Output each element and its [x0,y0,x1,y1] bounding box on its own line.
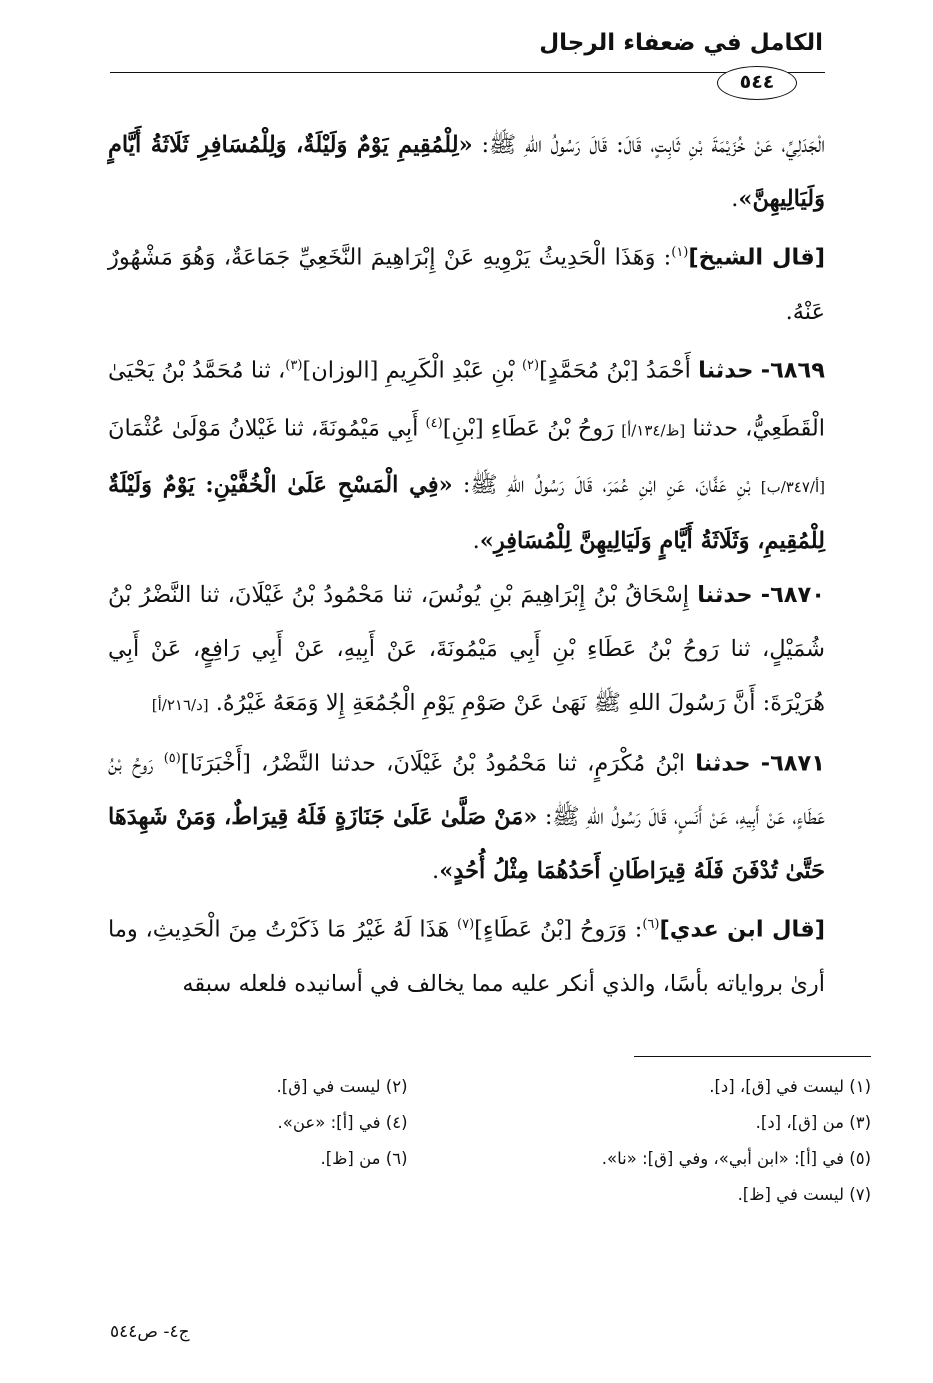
hadith-number: ٦٨٧٠- [760,581,825,608]
footnote-ref: (٤) [425,416,443,431]
paragraph-1: الْجَدَلِيِّ، عَنْ خُزَيْمَةَ بْنِ ثَابِتٍ، قَالَ: قَالَ رَسُولُ اللهِ ﷺ: «لِلْمُقِيمِ يَوْمٌ وَلَيْلَةٌ، وَلِلْمُسَافِرِ ثَلَاثَةُ أَيَّامٍ وَلَيَالِيهِنَّ». [108,132,825,212]
manuscript-ref: [ظ/١٣٤/أ] [621,421,686,440]
footnote-6: (٦) من [ظ]. [320,1149,408,1168]
manuscript-ref: [د/٢١٦/أ] [151,695,209,714]
footnote-ref: (٣) [285,357,303,373]
manuscript-ref: [أ/٣٤٧/ب] [760,477,825,496]
header-rule [110,72,825,73]
footnote-4: (٤) في [أ]: «عن». [277,1113,408,1132]
paragraph-ibn-adi: [قال ابن عدي]$^{(٦)}$: وَرَوحُ [بْنُ عَطَاءٍ]$^{(٧)}$ هَذَا لَهُ غَيْرُ مَا ذَكَرْتُ مِنَ الْحَدِيثِ، وما أرىٰ برواياته بأسًا، والذي أنكر عليه مما يخالف في أسانيده فلعله سبقه [108,916,825,997]
volume-page-folio: ج٤- ص٥٤٤ [110,1322,190,1342]
hadith-quote: «فِي الْمَسْحِ عَلَىٰ الْخُفَّيْنِ: يَوْمٌ وَلَيْلَةٌ لِلْمُقِيمِ، وَثَلَاثَةُ أَيَّامٍ وَلَيَالِيهِنَّ لِلْمُسَافِرِ» [108,471,825,554]
hadith-6870: ٦٨٧٠- حدثنا إِسْحَاقُ بْنُ إِبْرَاهِيمَ بْنِ يُونُسَ، ثنا مَحْمُودُ بْنُ غَيْلَانَ، ثنا النَّضْرُ بْنُ شُمَيْلٍ، ثنا رَوحُ بْنُ عَطَاءِ بْنِ أَبِي مَيْمُونَةَ، عَنْ أَبِيهِ، عَنْ أَبِي رَافِعٍ، عَنْ أَبِي هُرَيْرَةَ: أَنَّ رَسُولَ اللهِ ﷺ نَهَىٰ عَنْ صَوْمِ يَوْمِ الْجُمُعَةِ إِلا وَمَعَهُ غَيْرُهُ. [د/٢١٦/أ] [108,581,825,716]
speaker-label: [قال ابن عدي] [659,916,825,943]
footnote-7: (٧) ليست في [ظ]. [737,1185,871,1204]
hadith-quote: «لِلْمُقِيمِ يَوْمٌ وَلَيْلَةٌ، وَلِلْمُسَافِرِ ثَلَاثَةُ أَيَّامٍ وَلَيَالِيهِنَّ» [108,132,825,212]
footnote-3: (٣) من [ق]، [د]. [755,1113,871,1132]
hadith-quote: «مَنْ صَلَّىٰ عَلَىٰ جَنَازَةٍ فَلَهُ قِيرَاطٌ، وَمَنْ شَهِدَهَا حَتَّىٰ تُدْفَنَ فَلَهُ قِيرَاطَانِ أَحَدُهُمَا مِثْلُ أُحُدٍ» [108,804,825,884]
hadith-6871: ٦٨٧١- حدثنا ابْنُ مُكْرَمٍ، ثنا مَحْمُودُ بْنُ غَيْلَانَ، حدثنا النَّضْرُ، [أَخْبَرَنَا]$^{(٥)}$ رَوحُ بْنُ عَطَاءٍ، عَنْ أَبِيهِ، عَنْ أَنَسٍ، قَالَ رَسُولُ اللهِ ﷺ: «مَنْ صَلَّىٰ عَلَىٰ جَنَازَةٍ فَلَهُ قِيرَاطٌ، وَمَنْ شَهِدَهَا حَتَّىٰ تُدْفَنَ فَلَهُ قِيرَاطَانِ أَحَدُهُمَا مِثْلُ أُحُدٍ». [108,750,825,884]
footnote-5: (٥) في [أ]: «ابن أبي»، وفي [ق]: «نا». [601,1149,871,1168]
footnote-ref: (١) [671,245,689,260]
hadith-6869: ٦٨٦٩- حدثنا أَحْمَدُ [بْنُ مُحَمَّدٍ]$^{(٢)}$ بْنِ عَبْدِ الْكَرِيمِ [الوزان]$^{(٣)}$، ثنا مُحَمَّدُ بْنُ يَحْيَىٰ الْقَطَعِيُّ، حدثنا [ظ/١٣٤/أ] رَوحُ بْنُ عَطَاءِ [بْنِ]$^{(٤)}$ أَبِي مَيْمُونَةَ، ثنا غَيْلانُ مَوْلَىٰ عُثْمَانَ [أ/٣٤٧/ب] بْنِ عَفَّانَ، عَنِ ابْنِ عُمَرَ، قَالَ رَسُولُ اللهِ ﷺ: «فِي الْمَسْحِ عَلَىٰ الْخُفَّيْنِ: يَوْمٌ وَلَيْلَةٌ لِلْمُقِيمِ، وَثَلَاثَةُ أَيَّامٍ وَلَيَالِيهِنَّ لِلْمُسَافِرِ». [108,357,825,554]
running-title: الكامل في ضعفاء الرجال [539,30,823,56]
paragraph-2: [قال الشيخ]$^{(١)}$: وَهَذَا الْحَدِيثُ يَرْوِيهِ عَنْ إِبْرَاهِيمَ النَّخَعِيِّ جَمَاعَةٌ، وَهُوَ مَشْهُورٌ عَنْهُ. [108,244,825,325]
footnote-1: (١) ليست في [ق]، [د]. [709,1077,871,1096]
footnote-ref: (٧) [457,917,475,932]
footnote-ref: (٥) [163,750,181,766]
footnotes [108,1072,871,1210]
footnote-separator [634,1056,871,1057]
speaker-label: [قال الشيخ] [688,244,825,271]
hadith-number: ٦٨٧١- [760,750,825,776]
footnote-ref: (٦) [642,917,660,932]
footnote-2: (٢) ليست في [ق]. [276,1077,408,1096]
footnote-ref: (٢) [521,357,540,373]
page-number-oval: ٥٤٤ [717,66,797,100]
main-text [108,118,825,1011]
hadith-number: ٦٨٦٩- [760,357,825,383]
